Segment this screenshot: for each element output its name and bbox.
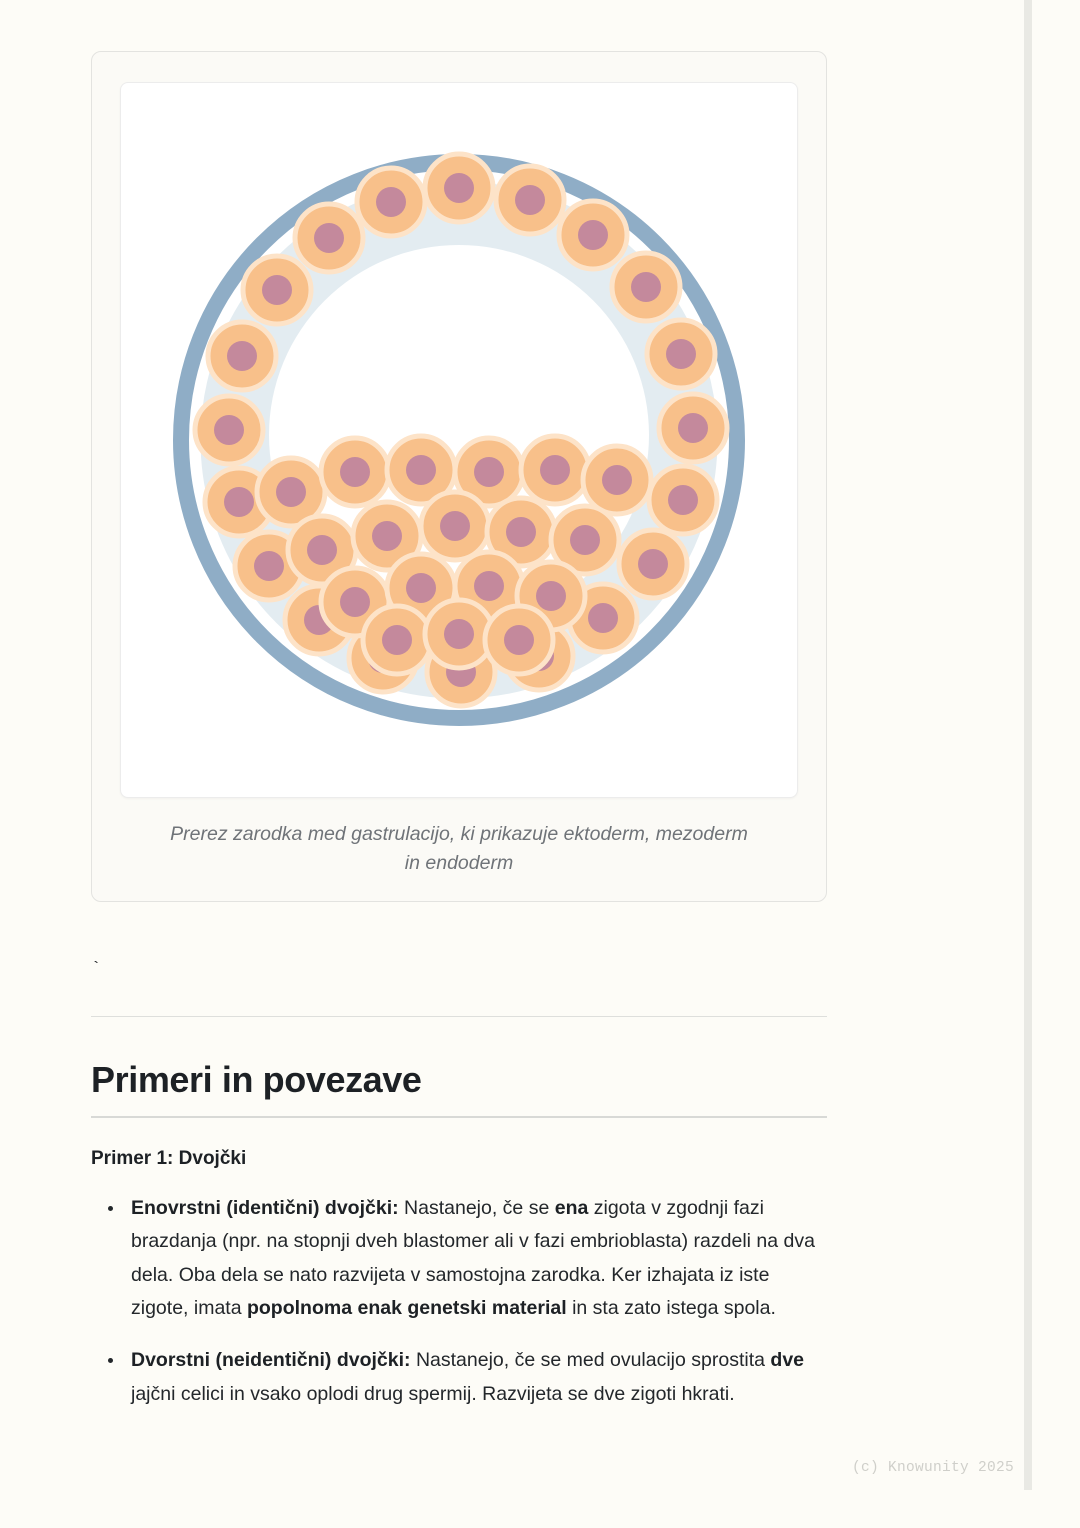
figure-caption: Prerez zarodka med gastrulacijo, ki prikazuje ektoderm, mezoderm in endoderm: [170, 823, 748, 875]
bullet-text-2: zigota v zgodnji fazi brazdanja (npr. na stopnji dveh blastomer ali v fazi embrioblasta) razdeli na dva dela. Oba dela se nato razvijeta v samostojna zarodka. Ker izhajata iz iste zigote, imata: [131, 1196, 815, 1320]
title-underline: [91, 1116, 827, 1118]
figure-image-container: [120, 82, 798, 798]
document-content: [91, 0, 827, 1429]
gastrulation-diagram-icon: [159, 140, 759, 740]
bullet-lead: Dvorstni (neidentični) dvojčki:: [131, 1349, 411, 1372]
bullet-emph-1: ena: [554, 1196, 589, 1219]
list-item: [125, 1192, 827, 1326]
bullet-list: [91, 1192, 827, 1411]
bullet-emph-2: popolnoma enak genetski material: [246, 1297, 567, 1320]
watermark: (c) Knowunity 2025: [851, 1460, 1014, 1476]
page-title: Primeri in povezave: [91, 1058, 422, 1100]
bullet-lead: Enovrstni (identični) dvojčki:: [131, 1196, 399, 1219]
figure-card: [91, 51, 827, 902]
bullet-text-2: jajčni celici in vsako oplodi drug spermij. Razvijeta se dve zigoti hkrati.: [131, 1382, 735, 1405]
bullet-text-1: Nastanejo, če se: [398, 1196, 555, 1219]
page-margin-strip: [1032, 0, 1080, 1528]
bullet-text-3: in sta zato istega spola.: [566, 1297, 776, 1320]
page-edge-strip: [1024, 0, 1032, 1490]
sub-heading: Primer 1: Dvojčki: [91, 1147, 247, 1169]
stray-backtick-text: `: [91, 959, 102, 979]
bullet-emph-1: dve: [770, 1349, 805, 1372]
list-item: [125, 1344, 827, 1411]
section-divider: [91, 1016, 827, 1017]
bullet-text-1: Nastanejo, če se med ovulacijo sprostita: [410, 1349, 771, 1372]
